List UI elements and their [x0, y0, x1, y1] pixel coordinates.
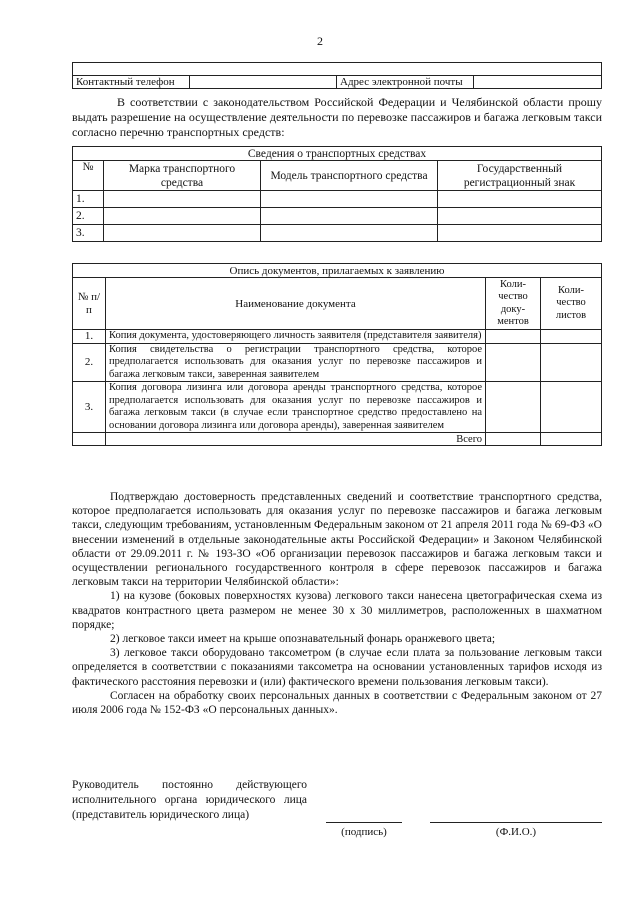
- table-row: [73, 330, 602, 344]
- documents-header-name: Наименование документа: [106, 278, 486, 330]
- row-number: 2.: [73, 208, 104, 225]
- total-label: Всего: [106, 433, 486, 446]
- signatory-role: Руководитель постоянно действующего исполнительного органа юридического лица (представитель юридического лица): [72, 779, 307, 821]
- requirement-item: 1) на кузове (боковых поверхностях кузова) легкового такси нанесена цветографическая схема из квадратов контрастного цвета размером не менее 30 х 30 миллиметров, расположенных в шахматном порядке;: [72, 590, 602, 631]
- name-line: [430, 822, 602, 823]
- vehicles-header-num: №: [73, 161, 104, 191]
- email-value: [474, 76, 602, 89]
- table-row: [73, 382, 602, 433]
- documents-header-num: № п/п: [73, 278, 106, 330]
- signature-line: [326, 822, 402, 823]
- email-label: Адрес электронной почты: [337, 76, 474, 89]
- row-number: 2.: [73, 343, 106, 382]
- table-row: [73, 191, 602, 208]
- contact-table: [72, 62, 602, 89]
- requirement-item: 3) легковое такси оборудовано таксометром (в случае если плата за пользование легковым такси определяется в соответствии с показаниями таксометра на основании установленных тарифов исходя из фактического расстояния перевозки и (или) фактического времени пользования легковым такси).: [72, 647, 602, 688]
- row-number: 1.: [73, 330, 106, 344]
- table-row: [73, 208, 602, 225]
- document-name: Копия свидетельства о регистрации транспортного средства, которое предполагается использовать для оказания услуг по перевозке пассажиров и багажа легковым такси, заверенная заявителем: [106, 343, 486, 382]
- documents-table: [72, 263, 602, 446]
- documents-header-count: Коли-чество доку-ментов: [486, 278, 541, 330]
- name-caption: (Ф.И.О.): [495, 826, 537, 838]
- signature-caption: (подпись): [341, 826, 387, 838]
- intro-paragraph: В соответствии с законодательством Российской Федерации и Челябинской области прошу выдать разрешение на осуществление деятельности по перевозке пассажиров и багажа легковым такси согласно перечню транспортных средств:: [72, 95, 602, 139]
- phone-value: [190, 76, 337, 89]
- row-number: 3.: [73, 225, 104, 242]
- vehicles-table: [72, 146, 602, 242]
- vehicles-title: Сведения о транспортных средствах: [73, 147, 602, 161]
- phone-label: Контактный телефон: [73, 76, 190, 89]
- table-row: [73, 343, 602, 382]
- document-name: Копия документа, удостоверяющего личность заявителя (представителя заявителя): [106, 330, 486, 344]
- vehicles-header-model: Модель транспортного средства: [261, 161, 438, 191]
- documents-header-sheets: Коли-чество листов: [541, 278, 602, 330]
- table-row: [73, 225, 602, 242]
- confirmation-paragraph: Подтверждаю достоверность представленных сведений и соответствие транспортного средства, которое предполагается использовать для оказания услуг по перевозке пассажиров и багажа легковым такси, следующим требованиям, установленным Федеральным законом от 21 апреля 2011 года № 69-ФЗ «О внесении изменений в отдельные законодательные акты Российской Федерации» и Законом Челябинской области от 29.09.2011 г. № 193-ЗО «Об организации перевозок пассажиров и багажа легковым такси и осуществлении регионального государственного контроля в сфере перевозок пассажиров и багажа легковым такси на территории Челябинской области»:: [72, 491, 602, 589]
- vehicles-header-plate: Государственный регистрационный знак: [438, 161, 602, 191]
- consent-paragraph: Согласен на обработку своих персональных данных в соответствии с Федеральным законом от 27 июля 2006 года № 152-ФЗ «О персональных данных».: [72, 689, 602, 717]
- documents-title: Опись документов, прилагаемых к заявлению: [73, 264, 602, 278]
- row-number: 3.: [73, 382, 106, 433]
- vehicles-header-brand: Марка транспортного средства: [104, 161, 261, 191]
- requirement-item: 2) легковое такси имеет на крыше опознавательный фонарь оранжевого цвета;: [110, 633, 496, 646]
- row-number: 1.: [73, 191, 104, 208]
- document-name: Копия договора лизинга или договора аренды транспортного средства, которое предполагается использовать для оказания услуг по перевозке пассажиров и багажа легковым такси (в случае если транспортное средство предоставлено на основании договора лизинга или договора аренды), заверенная заявителем: [106, 382, 486, 433]
- page-number: 2: [317, 34, 323, 48]
